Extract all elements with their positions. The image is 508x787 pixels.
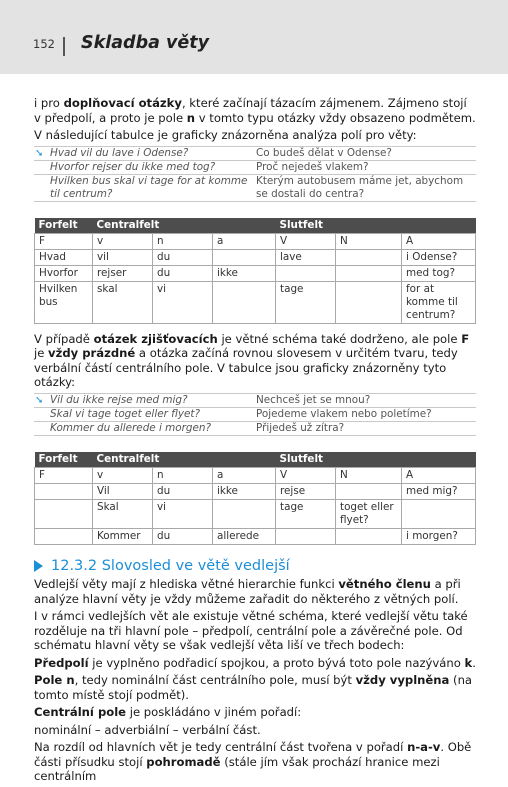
page-content (34, 96, 476, 787)
paragraph-5: I v rámci vedlejších vět ale existuje větné schéma, které vedlejší větu také rozděluje na tři hlavní pole – předpolí, centrální pole a závěrečné pole. Od schématu hlavní věty se však vedlejší věta liší ve třech bodech: (34, 609, 468, 652)
section-heading (34, 559, 476, 574)
header-divider (63, 37, 65, 56)
table-row: Vil du ikke rejse med mig? (35, 483, 476, 499)
paragraph-3: V případě otázek zjišťovacích je větné schéma také dodrženo, ale pole F je vždy prázdné a otázka začíná rovnou slovesem v určitém tvaru, tedy verbální částí centrálního pole. V tabulce jsou graficky znázorněny tyto otázky: (34, 331, 470, 389)
paragraph-9: nominální – adverbiální – verbální část. (34, 722, 261, 737)
example-row: Hvilken bus skal vi tage for at komme til centrum? Kterým autobusem máme jet, abychom se dostali do centra? (34, 175, 476, 202)
example-row: Kommer du allerede i morgen? Přijedeš už zítra? (34, 422, 476, 436)
example-row: ➘ Vil du ikke rejse med mig? Nechceš jet se mnou? (34, 393, 476, 408)
paragraph-8: Centrální pole je poskládáno v jiném pořadí: (34, 705, 302, 719)
chapter-title: Skladba věty (81, 33, 210, 53)
paragraph-2: V následující tabulce je graficky znázorněna analýza polí pro věty: (34, 128, 417, 142)
example-row: Skal vi tage toget eller flyet? Pojedeme vlakem nebo poletíme? (34, 408, 476, 422)
example-list-2 (34, 393, 476, 436)
table-row: Hvad vil du lave i Odense? (35, 249, 476, 265)
table-row: Kommer du allerede i morgen? (35, 528, 476, 544)
table-row: Skal vi tage toget eller flyet? (35, 499, 476, 528)
paragraph-6: Předpolí je vyplněno podřadicí spojkou, a proto bývá toto pole nazýváno k. (34, 655, 476, 670)
section-title: 12.3.2 Slovosled ve větě vedlejší (51, 557, 290, 574)
table-row: F v n a V N A (35, 467, 476, 483)
paragraph-10: Na rozdíl od hlavních vět je tedy centrální část tvořena v pořadí n-a-v. Obě části přísudku stojí pohromadě (stále jím však prochází hranice mezi centrálním (34, 740, 472, 783)
table-header-row: Forfelt Centralfelt Slutfelt (35, 218, 476, 234)
paragraph-7: Pole n, tedy nominální část centrálního pole, musí být vždy vyplněna (na tomto místě stojí podmět). (34, 673, 473, 702)
table-row: Hvorfor rejser du ikke med tog? (35, 265, 476, 281)
arrow-icon: ➘ (35, 147, 44, 159)
table-row: F v n a V N A (35, 233, 476, 249)
paragraph-4: Vedlejší věty mají z hlediska větné hierarchie funkci větného členu a při analýze hlavní věty je vždy můžeme zařadit do některého z větných polí. (34, 577, 461, 606)
arrow-icon: ➘ (35, 394, 44, 406)
example-list-1 (34, 146, 476, 202)
table-header-row: Forfelt Centralfelt Slutfelt (35, 452, 476, 468)
example-row: Hvorfor rejser du ikke med tog? Proč nejedeš vlakem? (34, 161, 476, 175)
triangle-bullet-icon (34, 560, 43, 572)
example-row: ➘ Hvad vil du lave i Odense? Co budeš dělat v Odense? (34, 146, 476, 161)
table-row: Hvilken bus skal vi tage for at komme til centrum? (35, 281, 476, 323)
field-table-2 (34, 452, 476, 545)
field-table-1 (34, 218, 476, 324)
page-number: 152 (33, 37, 55, 51)
paragraph-1: i pro doplňovací otázky, které začínají tázacím zájmenem. Zájmeno stojí v předpolí, a proto je pole n v tomto typu otázky vždy obsazeno podmětem. (34, 96, 476, 125)
page-header (0, 0, 508, 74)
